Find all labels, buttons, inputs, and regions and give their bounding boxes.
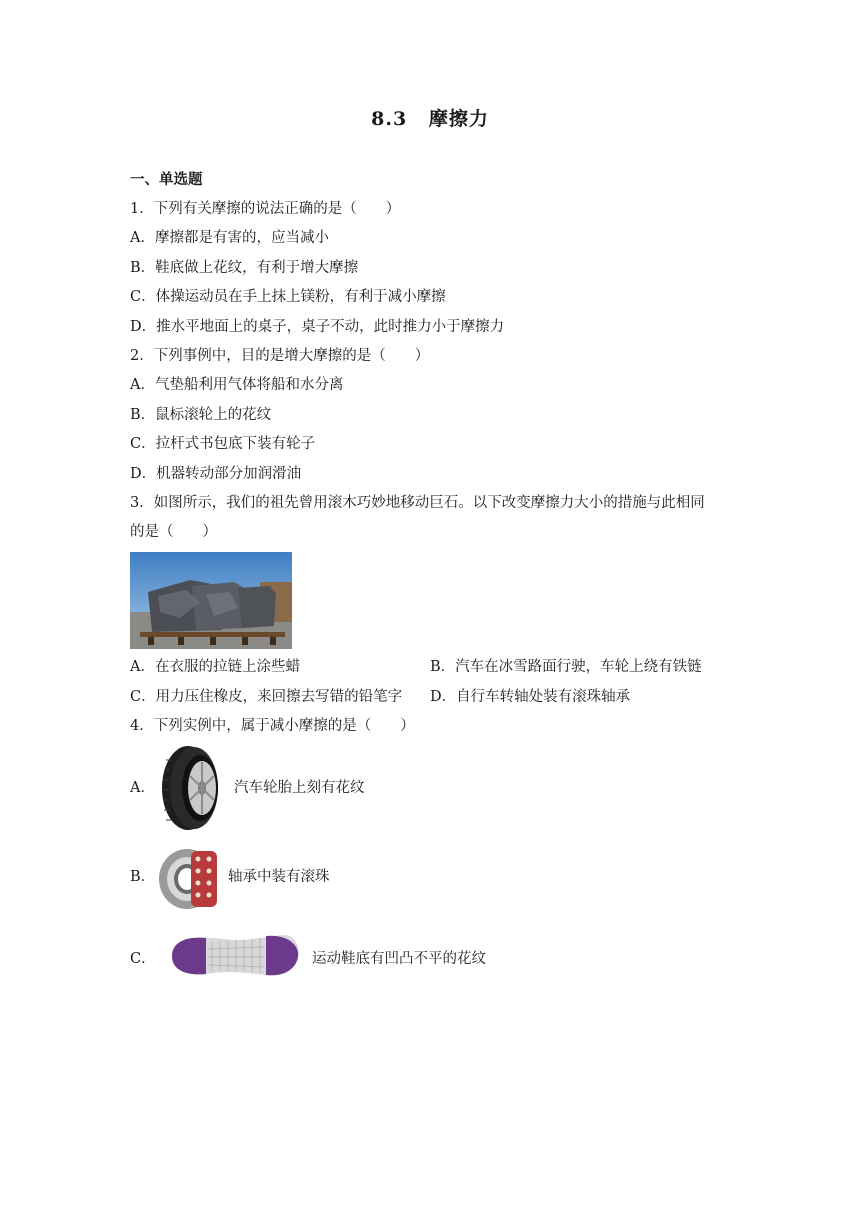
question-3-option-d: D．自行车转轴处装有滚珠轴承	[430, 689, 631, 705]
question-4-option-b-letter: B．	[130, 869, 156, 885]
question-3-option-b: B．汽车在冰雪路面行驶，车轮上绕有铁链	[430, 659, 702, 675]
question-1-option-c: C．体操运动员在手上抹上镁粉，有利于减小摩擦	[130, 289, 446, 305]
question-1-stem: 1．下列有关摩擦的说法正确的是（ ）	[130, 201, 401, 217]
shoe-sole-icon	[166, 929, 302, 983]
question-4-option-a-text: 汽车轮胎上刻有花纹	[234, 780, 365, 796]
question-4-option-a-letter: A．	[130, 780, 155, 796]
question-1-option-b: B．鞋底做上花纹，有利于增大摩擦	[130, 260, 359, 276]
question-1-option-a: A．摩擦都是有害的，应当减小	[130, 230, 329, 246]
question-4-option-c-text: 运动鞋底有凹凸不平的花纹	[312, 951, 486, 967]
question-3-option-c: C．用力压住橡皮，来回擦去写错的铅笔字	[130, 689, 403, 705]
tire-icon	[158, 745, 222, 831]
ball-bearing-icon	[157, 843, 225, 911]
question-2-option-a: A．气垫船利用气体将船和水分离	[130, 377, 344, 393]
question-3-option-a: A．在衣服的拉链上涂些蜡	[130, 659, 300, 675]
question-4-option-c-letter: C．	[130, 951, 156, 967]
page-title	[0, 104, 860, 131]
question-3-stem-line1: 3．如图所示，我们的祖先曾用滚木巧妙地移动巨石。以下改变摩擦力大小的措施与此相同	[130, 495, 705, 511]
title-number: 8.3	[371, 108, 408, 130]
rolling-logs-stones-image	[130, 552, 292, 649]
question-2-option-d: D．机器转动部分加润滑油	[130, 466, 302, 482]
question-2-option-c: C．拉杆式书包底下装有轮子	[130, 436, 316, 452]
question-2-option-b: B．鼠标滚轮上的花纹	[130, 407, 272, 423]
question-1-option-d: D．推水平地面上的桌子，桌子不动，此时推力小于摩擦力	[130, 319, 505, 335]
section-heading: 一、单选题	[130, 171, 203, 188]
question-2-stem: 2．下列事例中，目的是增大摩擦的是（ ）	[130, 348, 430, 364]
title-text: 摩擦力	[428, 108, 489, 130]
question-4-option-b-text: 轴承中装有滚珠	[228, 869, 330, 885]
question-3-stem-line2: 的是（ ）	[130, 524, 217, 540]
question-4-stem: 4．下列实例中，属于减小摩擦的是（ ）	[130, 718, 415, 734]
